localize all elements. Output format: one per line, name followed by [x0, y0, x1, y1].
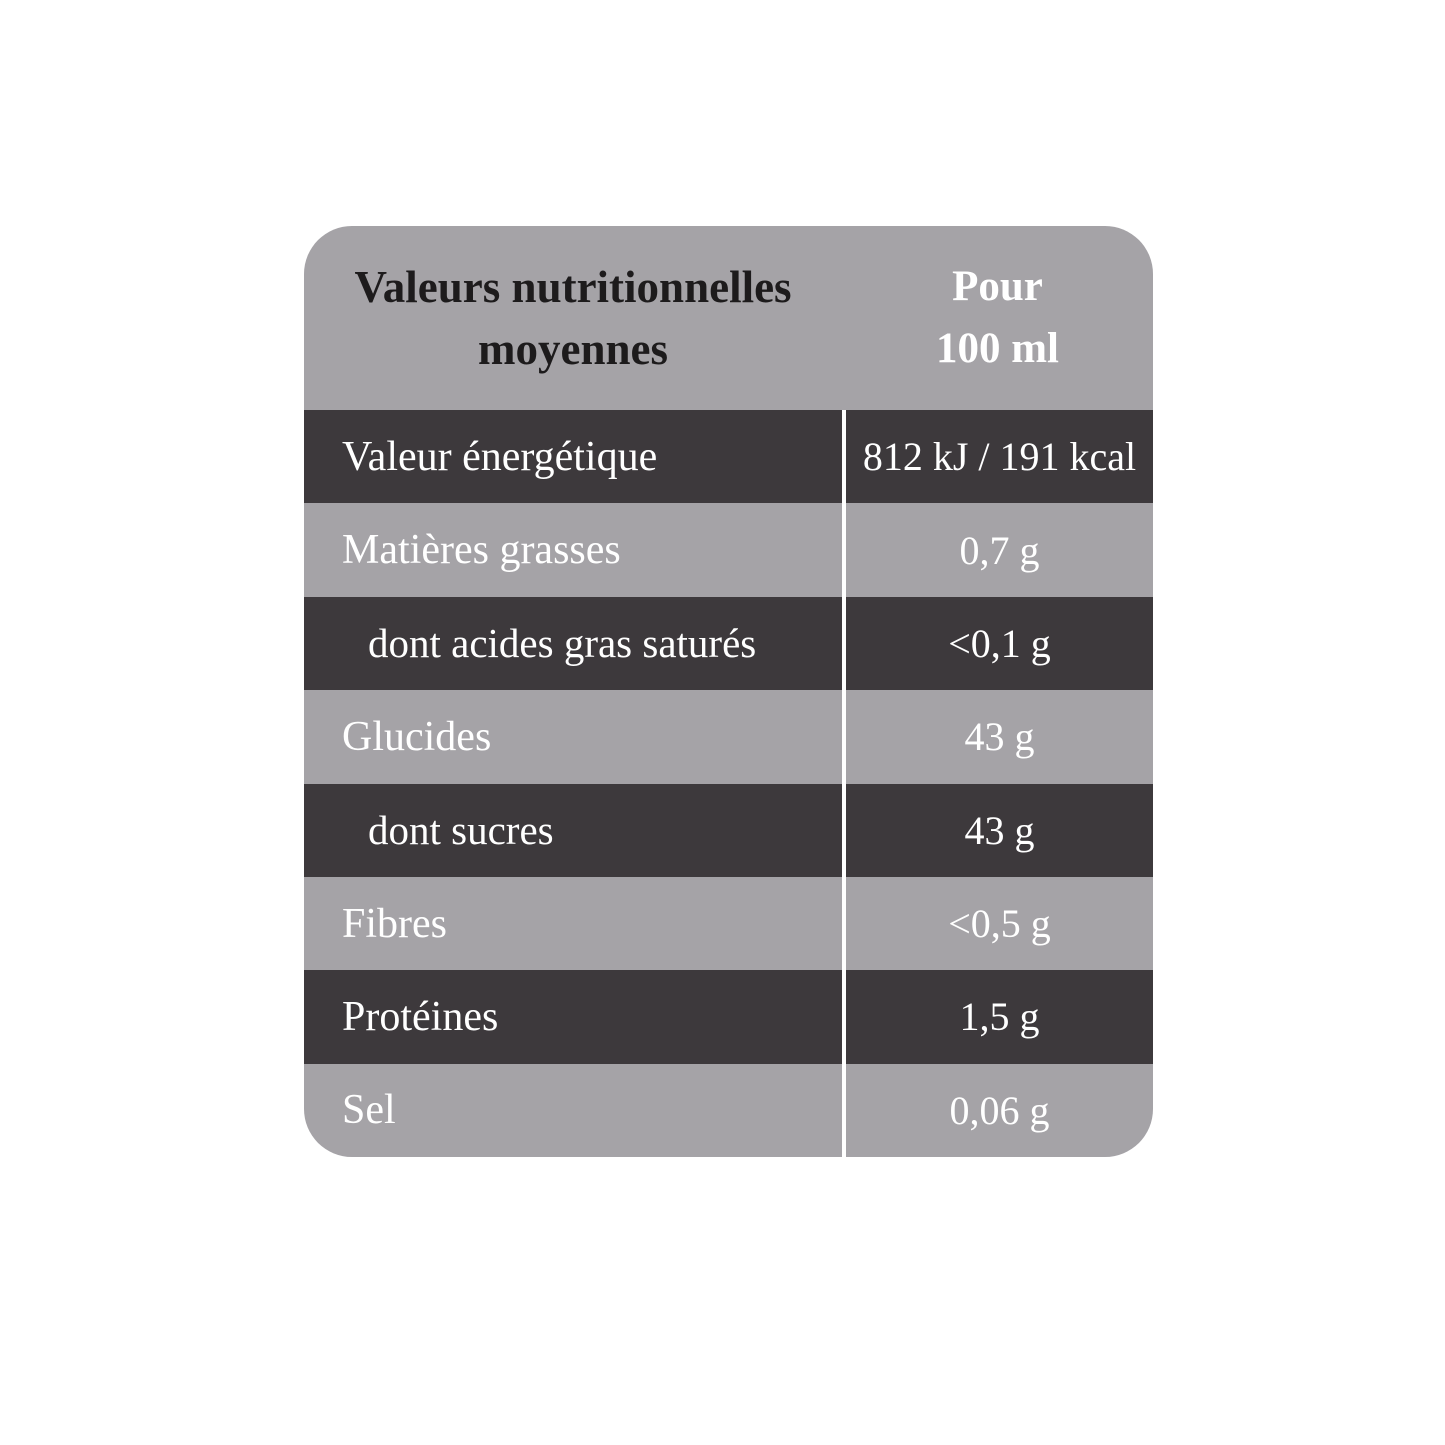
nutrient-label: Sel — [342, 1087, 396, 1134]
table-row — [304, 597, 1153, 690]
table-row — [304, 784, 1153, 877]
nutrient-label: Glucides — [342, 713, 492, 760]
nutrient-value: <0,5 g — [842, 877, 1153, 970]
table-row — [304, 877, 1153, 970]
nutrient-value: 1,5 g — [842, 970, 1153, 1063]
nutrient-value: <0,1 g — [842, 597, 1153, 690]
nutrition-card-header — [304, 226, 1153, 410]
nutrient-label: Matières grasses — [342, 527, 621, 574]
table-row — [304, 410, 1153, 503]
serving-size-line1: Pour — [952, 263, 1043, 310]
nutrient-label: Fibres — [342, 900, 447, 947]
serving-size-header — [842, 226, 1153, 410]
nutrition-table-body — [304, 410, 1153, 1157]
nutrition-title-line2: moyennes — [478, 324, 668, 374]
nutrient-value: 812 kJ / 191 kcal — [842, 410, 1153, 503]
nutrient-value: 43 g — [842, 784, 1153, 877]
nutrient-value: 0,06 g — [842, 1064, 1153, 1157]
table-row — [304, 503, 1153, 596]
nutrient-label: Valeur énergétique — [342, 433, 658, 480]
table-row — [304, 690, 1153, 783]
nutrient-label: Protéines — [342, 993, 499, 1040]
nutrition-facts-card — [304, 226, 1153, 1157]
nutrition-title — [304, 226, 842, 410]
serving-size-line2: 100 ml — [935, 325, 1060, 372]
table-row — [304, 1064, 1153, 1157]
nutrient-label: dont acides gras saturés — [368, 620, 757, 667]
table-row — [304, 970, 1153, 1063]
nutrition-title-line1: Valeurs nutritionnelles — [354, 262, 792, 312]
nutrient-value: 43 g — [842, 690, 1153, 783]
nutrient-value: 0,7 g — [842, 503, 1153, 596]
nutrient-label: dont sucres — [368, 807, 554, 854]
